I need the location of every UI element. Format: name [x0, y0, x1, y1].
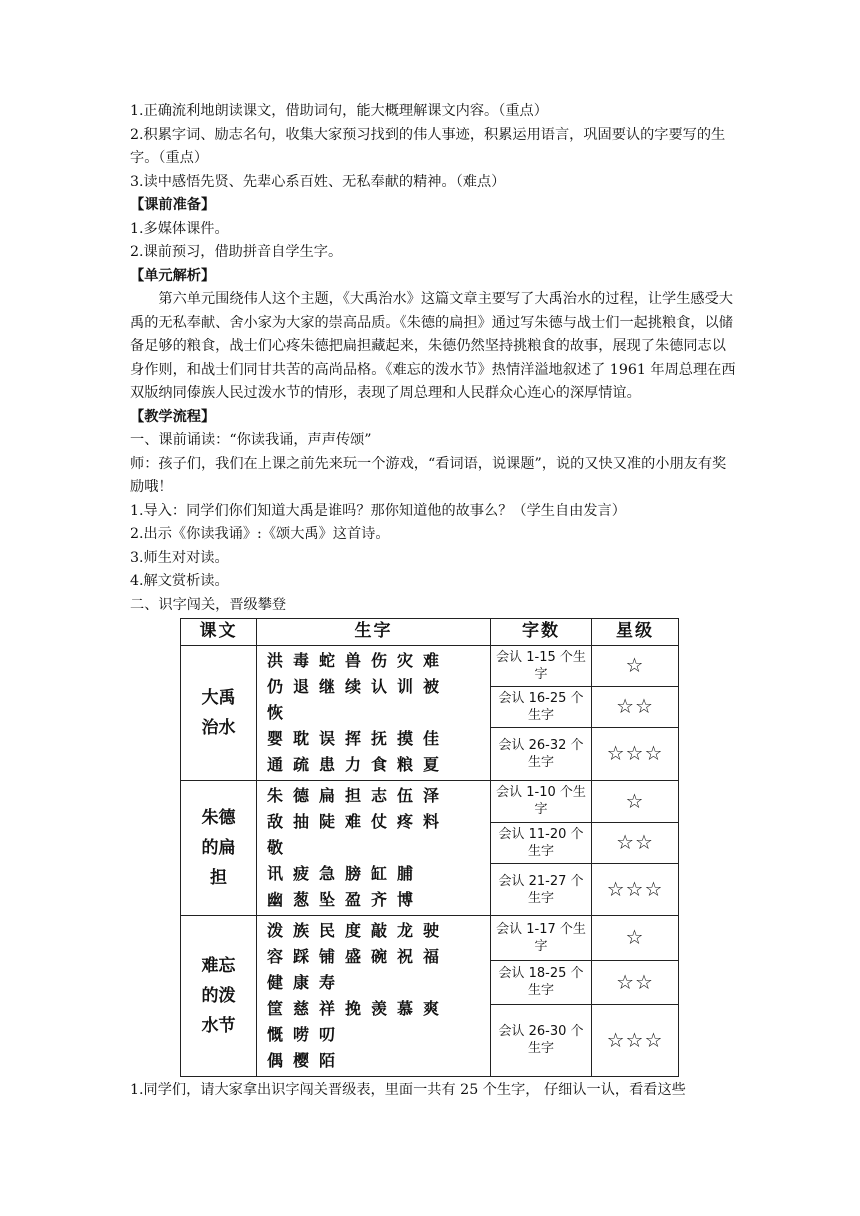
- star-rating: ☆: [592, 781, 679, 823]
- lesson-name: [181, 916, 257, 1077]
- character-count: 会认 26-30 个生字: [491, 1004, 592, 1076]
- lesson-characters: [257, 916, 491, 1077]
- lesson-characters: [257, 646, 491, 781]
- character-line: 洪毒蛇兽伤灾难: [267, 651, 450, 670]
- character-count: 会认 16-25 个生字: [491, 687, 592, 728]
- analysis-heading: 【单元解析】: [130, 267, 216, 284]
- table-row: [181, 781, 679, 823]
- character-line: 敌抽陡难仗疼料: [267, 812, 450, 831]
- step-3: 3.师生对对读。: [130, 549, 229, 566]
- step-2: 2.出示《你读我诵》:《颂大禹》这首诗。: [130, 526, 390, 542]
- lesson-name-line: 的泼: [201, 986, 236, 1006]
- step-1: 1.导入：同学们你们知道大禹是谁吗？那你知道他的故事么？（学生自由发言）: [130, 502, 626, 519]
- header-lesson: 课文: [181, 619, 257, 646]
- character-line: 恢: [267, 703, 294, 722]
- star-rating: ☆☆: [592, 822, 679, 864]
- section-2-title: 二、识字闯关，晋级攀登: [130, 596, 287, 613]
- character-count: 会认 1-17 个生字: [491, 916, 592, 961]
- star-rating: ☆☆: [592, 687, 679, 728]
- lesson-name: [181, 646, 257, 781]
- objective-3: 3.读中感悟先贤、先辈心系百姓、无私奉献的精神。（难点）: [130, 173, 506, 190]
- character-line: 朱德扁担志伍泽: [267, 786, 450, 805]
- lesson-characters: [257, 781, 491, 916]
- character-line: 泼族民度敲龙驶: [267, 921, 450, 940]
- objective-2: 2.积累字词、励志名句，收集大家预习找到的伟人事迹，积累运用语言，巩固要认的字要写的生字。（重点）: [130, 126, 726, 166]
- teacher-line: 师：孩子们，我们在上课之前先来玩一个游戏，“看词语，说课题”，说的又快又准的小朋友有奖励哦！: [130, 455, 727, 495]
- character-line: 偶樱陌: [267, 1051, 346, 1070]
- character-line: 筐慈祥挽羡慕爽: [267, 999, 450, 1018]
- lesson-name-line: 担: [210, 868, 227, 888]
- header-count: 字数: [491, 619, 592, 646]
- character-count: 会认 1-10 个生字: [491, 781, 592, 823]
- table-header-row: [181, 619, 679, 646]
- objective-1: 1.正确流利地朗读课文，借助词句，能大概理解课文内容。（重点）: [130, 103, 548, 119]
- lesson-name-line: 难忘: [201, 956, 236, 976]
- character-count: 会认 26-32 个生字: [491, 728, 592, 781]
- character-count: 会认 1-15 个生字: [491, 646, 592, 687]
- character-line: 健康寿: [267, 973, 346, 992]
- character-line: 容踩铺盛碗祝福: [267, 947, 450, 966]
- table-body: [181, 646, 679, 1077]
- process-heading: 【教学流程】: [130, 408, 216, 425]
- lesson-name: [181, 781, 257, 916]
- character-line: 慨唠叨: [267, 1025, 346, 1044]
- character-line: 通疏患力食粮夏: [267, 755, 450, 774]
- character-line: 敬: [267, 838, 294, 857]
- character-line: 幽葱坠盈齐博: [267, 890, 424, 909]
- prep-heading: 【课前准备】: [130, 197, 216, 213]
- lesson-name-line: 水节: [201, 1016, 236, 1036]
- lesson-name-line: 大禹: [201, 688, 236, 708]
- table-row: [181, 646, 679, 687]
- lesson-name-line: 的扁: [201, 838, 236, 858]
- step-4: 4.解文赏析读。: [130, 573, 229, 589]
- star-rating: ☆: [592, 646, 679, 687]
- prep-item-1: 1.多媒体课件。: [130, 220, 229, 237]
- lesson-name-line: 朱德: [201, 808, 236, 828]
- star-rating: ☆☆☆: [592, 728, 679, 781]
- star-rating: ☆☆: [592, 961, 679, 1005]
- star-rating: ☆☆☆: [592, 864, 679, 916]
- prep-item-2: 2.课前预习，借助拼音自学生字。: [130, 244, 343, 260]
- table-row: [181, 916, 679, 961]
- star-rating: ☆☆☆: [592, 1004, 679, 1076]
- header-stars: 星级: [592, 619, 679, 646]
- character-count: 会认 11-20 个生字: [491, 822, 592, 864]
- header-characters: 生字: [257, 619, 491, 646]
- character-count: 会认 18-25 个生字: [491, 961, 592, 1005]
- character-count: 会认 21-27 个生字: [491, 864, 592, 916]
- analysis-paragraph: 第六单元围绕伟人这个主题，《大禹治水》这篇文章主要写了大禹治水的过程，让学生感受大禹的无私奉献、舍小家为大家的崇高品质。《朱德的扁担》通过写朱德与战士们一起挑粮食，以储备足够的粮食，战士们心疼朱德把扁担藏起来，朱德仍然坚持挑粮食的故事，展现了朱德同志以身作则，和战士们同甘共苦的高尚品格。《难忘的泼水节》热情洋溢地叙述了 1961 年周总理在西双版纳同傣族人民过泼水节的情形，表现了周总理和人民群众心连心的深厚情谊。: [130, 291, 736, 401]
- lesson-name-line: 治水: [201, 718, 236, 738]
- star-rating: ☆: [592, 916, 679, 961]
- character-level-table: [180, 618, 679, 1077]
- closing-line: 1.同学们，请大家拿出识字闯关晋级表，里面一共有 25 个生字， 仔细认一认，看看这些: [130, 1082, 686, 1098]
- character-line: 仍退继续认训被: [267, 677, 450, 696]
- character-line: 讯疲急膀缸脯: [267, 864, 424, 883]
- character-line: 婴耽误挥抚摸佳: [267, 729, 450, 748]
- section-1-title: 一、课前诵读：“你读我诵，声声传颂”: [130, 432, 372, 448]
- document-page: [130, 100, 736, 1103]
